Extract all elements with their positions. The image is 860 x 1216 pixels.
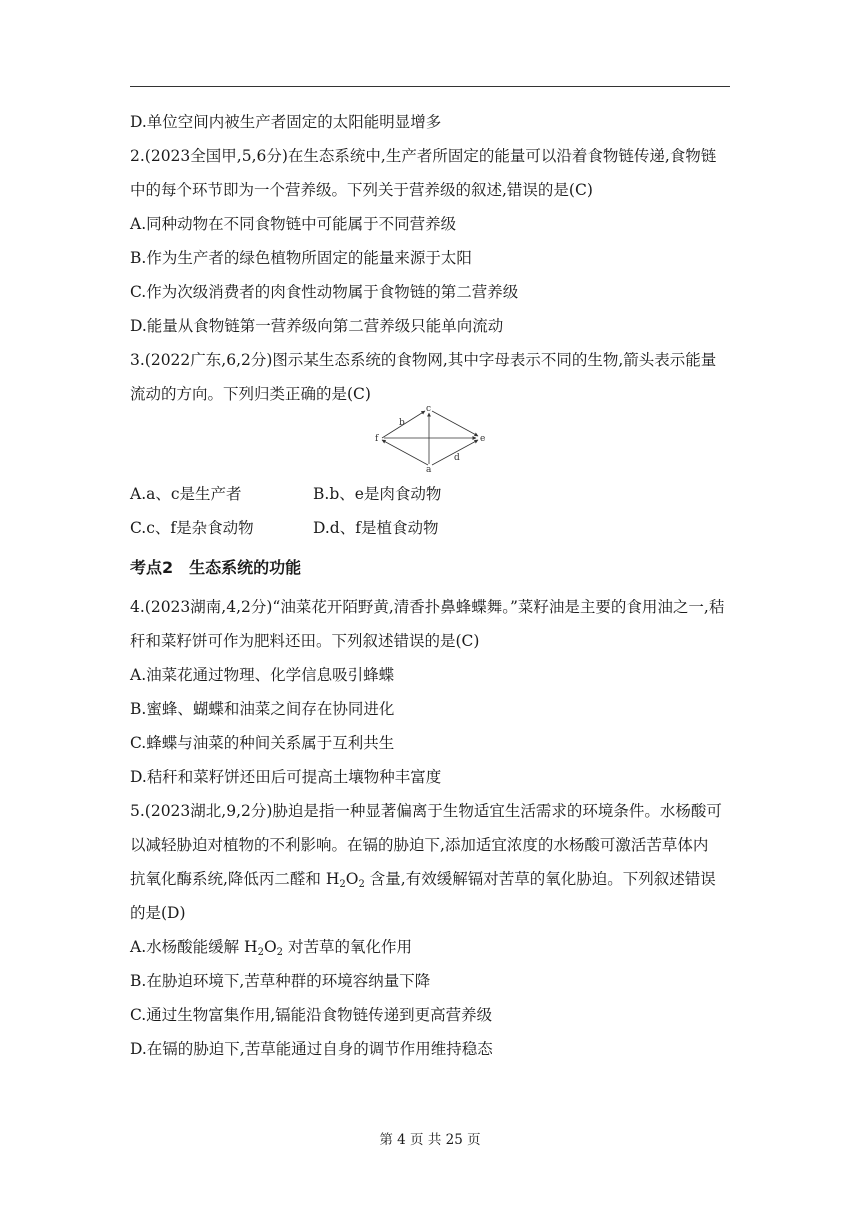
q2-option-d: D.能量从食物链第一营养级向第二营养级只能单向流动: [130, 317, 504, 335]
q3-stem-line1: 3.(2022广东,6,2分)图示某生态系统的食物网,其中字母表示不同的生物,箭头表示能量: [130, 351, 717, 369]
node-b: b: [399, 418, 405, 428]
q4-stem-line2: 秆和菜籽饼可作为肥料还田。下列叙述错误的是(C): [130, 632, 480, 650]
q2-option-a: A.同种动物在不同食物链中可能属于不同营养级: [130, 215, 457, 233]
arrow-c-e: [432, 411, 478, 436]
q5-option-a: A.水杨酸能缓解 $H_2O_2$ 对苦草的氧化作用: [130, 938, 412, 958]
q4-option-c: C.蜂蝶与油菜的种间关系属于互利共生: [130, 734, 395, 752]
node-f: f: [375, 434, 379, 444]
q2-option-c: C.作为次级消费者的肉食性动物属于食物链的第二营养级: [130, 283, 519, 301]
q5-option-c: C.通过生物富集作用,镉能沿食物链传递到更高营养级: [130, 1006, 493, 1024]
q2-option-b: B.作为生产者的绿色植物所固定的能量来源于太阳: [130, 249, 472, 267]
q5-option-b: B.在胁迫环境下,苦草种群的环境容纳量下降: [130, 972, 431, 990]
node-e: e: [480, 434, 486, 444]
q5-stem-line2: 以减轻胁迫对植物的不利影响。在镉的胁迫下,添加适宜浓度的水杨酸可激活苦草体内: [130, 836, 709, 854]
q2-stem-line1: 2.(2023全国甲,5,6分)在生态系统中,生产者所固定的能量可以沿着食物链传递,食物链: [130, 147, 717, 165]
q5-stem-line3: 抗氧化酶系统,降低丙二醛和 $H_2O_2$ 含量,有效缓解镉对苦草的氧化胁迫。下列叙述错误: [130, 870, 716, 890]
q5-stem-line4: 的是(D): [130, 904, 186, 922]
node-a: a: [426, 465, 432, 472]
q1-option-d: D.单位空间内被生产者固定的太阳能明显增多: [130, 113, 442, 131]
node-c: c: [426, 404, 432, 414]
page-number: 第 4 页 共 25 页: [379, 1132, 481, 1148]
q4-option-d: D.秸秆和菜籽饼还田后可提高土壤物种丰富度: [130, 768, 442, 786]
q3-option-a: A.a、c是生产者: [130, 485, 242, 503]
q3-option-c: C.c、f是杂食动物: [130, 519, 254, 537]
q3-option-d: D.d、f是植食动物: [313, 519, 439, 537]
arrow-a-f: [382, 440, 428, 465]
q4-stem-line1: 4.(2023湖南,4,2分)“油菜花开陌野黄,清香扑鼻蜂蝶舞。”菜籽油是主要的食用油之一,秸: [130, 598, 725, 616]
q4-option-b: B.蜜蜂、蝴蝶和油菜之间存在协同进化: [130, 700, 395, 718]
node-d: d: [454, 453, 460, 463]
q3-stem-line2: 流动的方向。下列归类正确的是(C): [130, 385, 371, 403]
q5-stem-line1: 5.(2023湖北,9,2分)胁迫是指一种显著偏离于生物适宜生活需求的环境条件。水杨酸可: [130, 802, 722, 820]
section-heading: 考点2 生态系统的功能: [130, 558, 302, 577]
food-web-diagram: [372, 404, 492, 472]
q5-option-d: D.在镉的胁迫下,苦草能通过自身的调节作用维持稳态: [130, 1040, 493, 1058]
q2-stem-line2: 中的每个环节即为一个营养级。下列关于营养级的叙述,错误的是(C): [130, 181, 593, 199]
q4-option-a: A.油菜花通过物理、化学信息吸引蜂蝶: [130, 666, 395, 684]
header-rule: [130, 86, 730, 87]
q3-option-b: B.b、e是肉食动物: [313, 485, 442, 503]
